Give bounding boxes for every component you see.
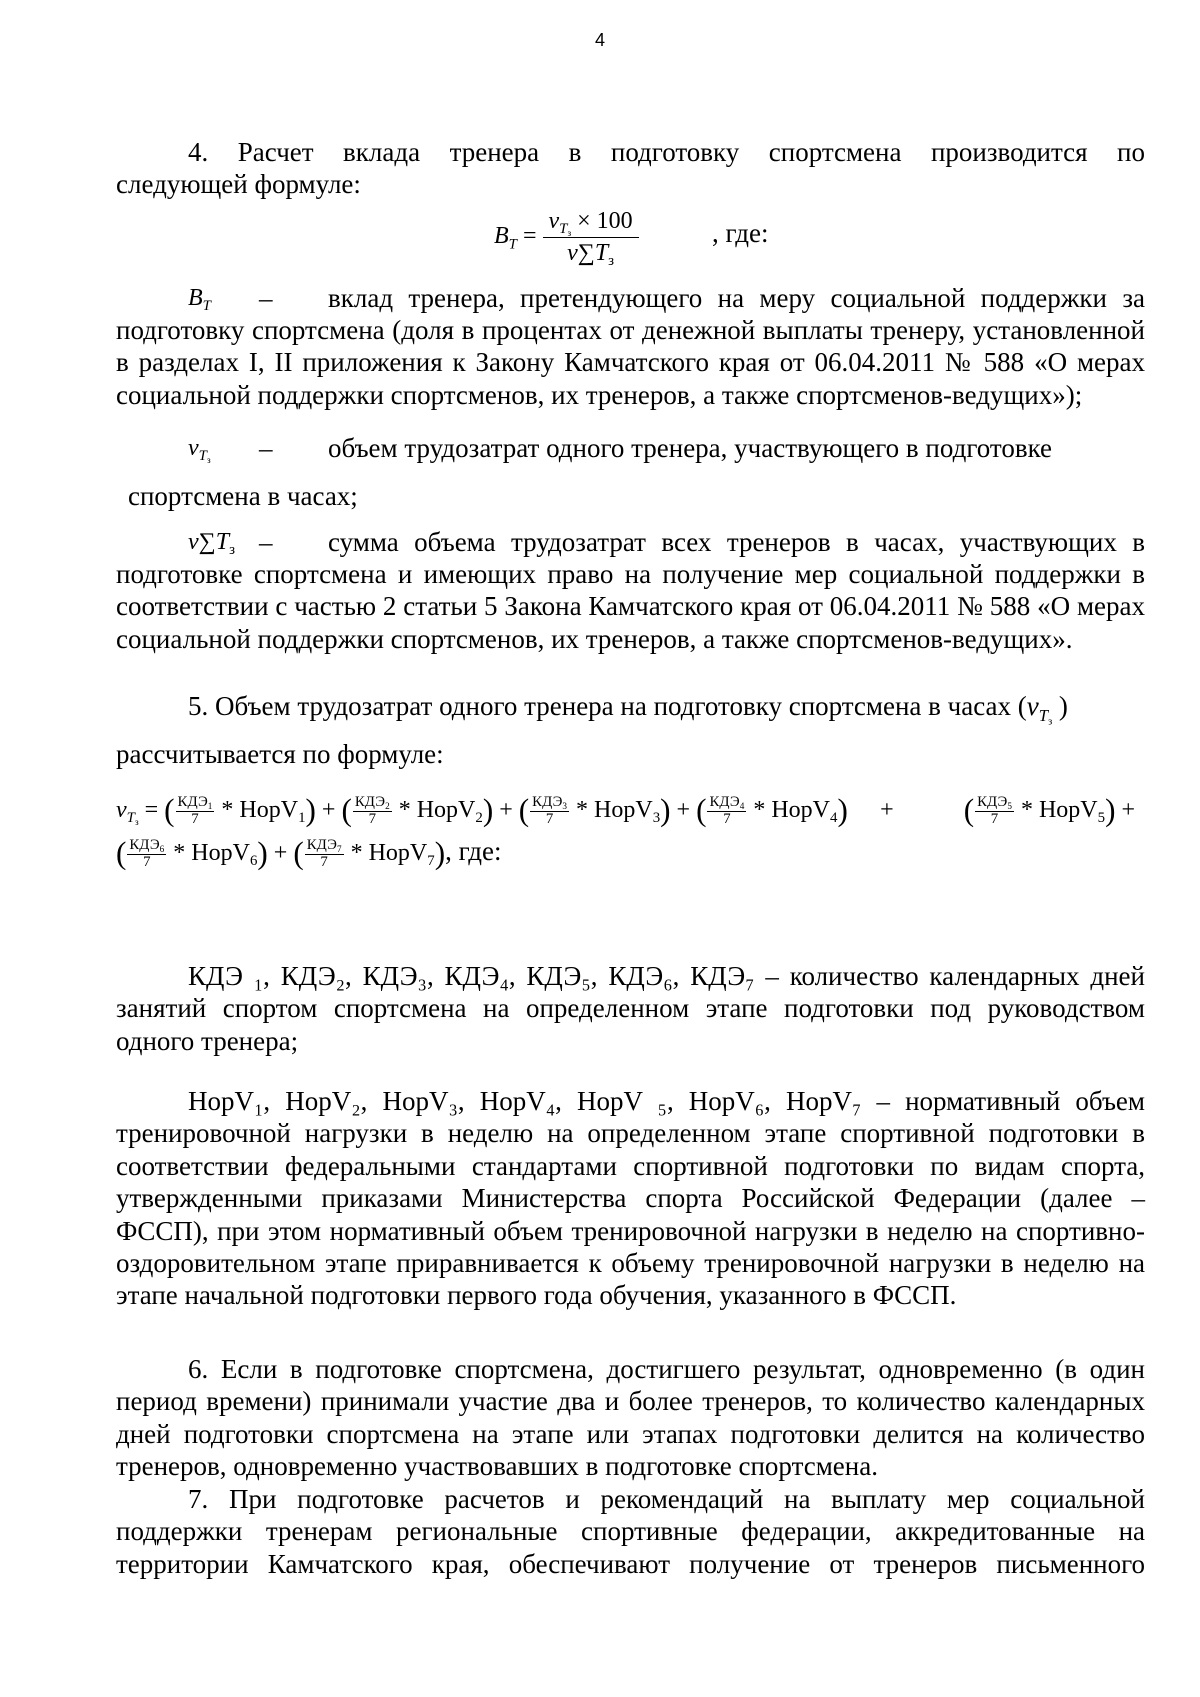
paragraph-5 <box>116 690 1145 771</box>
paragraph-4-line2: следующей формуле: <box>116 169 361 200</box>
paragraph-5-line2: рассчитывается по формуле: <box>116 739 444 770</box>
definition-sum-symbol: $v\sum T_з$ <box>188 529 235 559</box>
norv-definition: НорV₁, НорV₂, НорV₃, НорV₄, НорV ₅, НорV₆, НорV₇ – нормативный объем тренировочной нагрузки в неделю на определенном этапе спортивной подготовки в соответствии федеральными стандартами спортивной подготовки по видам спорта, утвержденными приказами Министерства спорта Российской Федерации (далее – ФССП), при этом нормативный объем тренировочной нагрузки в неделю на спортивно-оздоровительном этапе приравнивается к объему тренировочной нагрузки в неделю на этапе начальной подготовки первого года обучения, указанного в ФССП. <box>116 1086 1146 1311</box>
definition-sum-text: подготовке спортсмена и имеющих право на получение мер социальной поддержки в соответствии с частью 2 статьи 5 Закона Камчатского края от 06.04.2011 № 588 «О мерах социальной поддержки спортсменов, их тренеров, а также спортсменов-ведущих». <box>116 559 1145 654</box>
formula-vt-line1: $v_{T_з}$ = ( $\frac{КДЭ_1}{7}$ * НорV$_1$) + ( $\frac{КДЭ_2}{7}$ * НорV$_2$) + ( $\frac{КДЭ_3}{7}$ * НорV$_3$) + ( $\frac{КДЭ_4}{7}$ * НорV$_4$) + ( $\frac{КДЭ_5}{7}$ * НорV$_5$) + <box>116 792 1135 828</box>
formula-bt-denominator: $v\sum T_з$ <box>567 240 615 270</box>
formula-bt-numerator: $v_{T_з} \times 100$ <box>543 206 639 238</box>
definition-vt-first-line: объем трудозатрат одного тренера, участвующего в подготовке <box>328 433 1053 463</box>
definition-bt-symbol: $B_T$ <box>188 285 211 315</box>
paragraph-5-text: 5. Объем трудозатрат одного тренера на подготовку спортсмена в часах ($v_{T_з}$ ) <box>188 691 1068 728</box>
page-number: 4 <box>594 30 605 50</box>
definition-sum-first-line: сумма объема трудозатрат всех тренеров в часах, участвующих в <box>328 527 1145 557</box>
formula-bt-where: , где: <box>712 218 769 248</box>
paragraph-4-line1: 4. Расчет вклада тренера в подготовку спортсмена производится по <box>188 137 1145 167</box>
definition-vt-text: спортсмена в часах; <box>128 481 358 511</box>
definition-vt: $v_{T_з}$ – объем трудозатрат одного тренера, участвующего в подготовке спортсмена в часах; <box>116 432 1145 512</box>
paragraph-7: 7. При подготовке расчетов и рекомендаций на выплату мер социальной поддержки тренерам региональные спортивные федерации, аккредитованные на территории Камчатского края, обеспечивают получение от тренеров письменного <box>116 1484 1145 1579</box>
definition-sum: $v\sum T_з$ – сумма объема трудозатрат всех тренеров в часах, участвующих в подготовке спортсмена и имеющих право на получение мер социальной поддержки в соответствии с частью 2 статьи 5 Закона Камчатского края от 06.04.2011 № 588 «О мерах социальной поддержки спортсменов, их тренеров, а также спортсменов-ведущих». <box>116 527 1145 654</box>
definition-bt-text: подготовку спортсмена (доля в процентах от денежной выплаты тренеру, установленной в разделах I, II приложения к Закону Камчатского края от 06.04.2011 № 588 «О мерах социальной поддержки спортсменов, их тренеров, а также спортсменов-ведущих»); <box>116 315 1145 410</box>
definition-bt: $B_T$ – вклад тренера, претендующего на меру социальной поддержки за подготовку спортсмена (доля в процентах от денежной выплаты тренеру, установленной в разделах I, II приложения к Закону Камчатского края от 06.04.2011 № 588 «О мерах социальной поддержки спортсменов, их тренеров, а также спортсменов-ведущих»); <box>116 283 1145 410</box>
kde-definition: КДЭ ₁, КДЭ₂, КДЭ₃, КДЭ₄, КДЭ₅, КДЭ₆, КДЭ₇ – количество календарных дней занятий спортом спортсмена на определенном этапе подготовки под руководством одного тренера; <box>116 961 1145 1056</box>
paragraph-4 <box>116 136 1145 201</box>
kde-list: КДЭ ₁, КДЭ₂, КДЭ₃, КДЭ₄, КДЭ₅, КДЭ₆, КДЭ₇ <box>188 961 755 991</box>
norv-list: НорV₁, НорV₂, НорV₃, НорV₄, НорV ₅, НорV₆, НорV₇ <box>188 1086 862 1116</box>
paragraph-6: 6. Если в подготовке спортсмена, достигшего результат, одновременно (в один период времени) принимали участие два и более тренеров, то количество календарных дней подготовки спортсмена на этапе или этапах подготовки делится на количество тренеров, одновременно участвовавших в подготовке спортсмена. <box>116 1354 1145 1482</box>
definition-vt-symbol: $v_{T_з}$ <box>188 435 211 466</box>
formula-vt-line2: ( $\frac{КДЭ_6}{7}$ * НорV$_6$) + ( $\frac{КДЭ_7}{7}$ * НорV$_7$), где: <box>116 835 502 871</box>
formula-bt: $B_T$ = $v_{T_з} \times 100$ $v\sum T_з$ <box>494 206 639 269</box>
definition-bt-first-line: вклад тренера, претендующего на меру социальной поддержки за <box>328 283 1145 313</box>
formula-vt <box>116 790 1145 873</box>
